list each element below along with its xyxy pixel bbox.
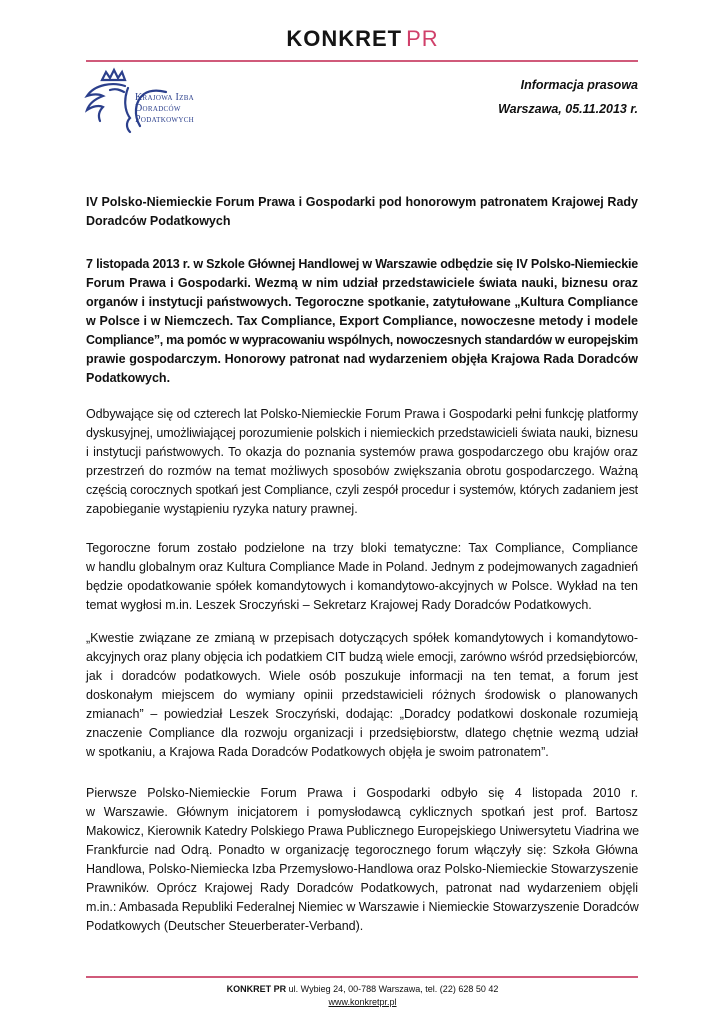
- header-divider: [86, 60, 638, 62]
- paragraph-2: [86, 539, 638, 615]
- website-link[interactable]: www.konkretpr.pl: [328, 997, 397, 1007]
- text-line: m.in.: Ambasada Republiki Federalnej Niemiec w Warszawie i Niemieckie Stowarzyszenie Doradców: [86, 900, 639, 914]
- konkret-pr-logo: [0, 26, 725, 52]
- text-line: temat wygłosi m.in. Leszek Sroczyński – Sekretarz Krajowej Rady Doradców Podatkowych.: [86, 598, 592, 612]
- text-line: jak i doradców podatkowych. Wiele osób poszukuje informacji na ten temat, a forum jest: [86, 669, 638, 683]
- footer-company: KONKRET PR: [226, 984, 287, 994]
- text-line: Compliance”, ma pomóc w wypracowaniu wspólnych, nowoczesnych standardów w europejskim: [86, 333, 638, 347]
- doc-type: Informacja prasowa: [520, 78, 638, 92]
- logo-line: Podatkowych: [135, 114, 195, 125]
- text-line: w spotkaniu, a Krajowa Rada Doradców Podatkowych objęła je swoim patronatem”.: [86, 745, 549, 759]
- text-line: Doradców Podatkowych: [86, 214, 231, 228]
- kidp-logo-text: [135, 92, 194, 125]
- brand-main: KONKRET: [286, 26, 403, 51]
- text-line: doskonałym miejscem do wymiany opinii przedstawicieli różnych środowisk o planowanych: [86, 688, 638, 702]
- text-line: Forum Prawa i Gospodarki. Wezmą w nim udział przedstawiciele świata nauki, biznesu oraz: [86, 276, 638, 290]
- paragraph-3: [86, 629, 638, 762]
- text-line: znaczenie Compliance dla rozwoju organizacji i przedsiębiorstw, dlatego chętnie wezmą udział: [86, 726, 638, 740]
- place-date: Warszawa, 05.11.2013 r.: [498, 102, 638, 116]
- lead-paragraph: [86, 255, 638, 388]
- text-line: Handlowa, Polsko-Niemiecka Izba Przemysłowo-Handlowa oraz Polsko-Niemieckie Stowarzyszenie: [86, 862, 639, 876]
- text-line: 7 listopada 2013 r. w Szkole Głównej Handlowej w Warszawie odbędzie się IV Polsko-Niemieckie: [86, 257, 638, 271]
- text-line: przestrzeń do rozmów na temat możliwych sposobów zwiększania obrotu gospodarczego. Ważną: [86, 464, 638, 478]
- text-line: Odbywające się od czterech lat Polsko-Niemieckie Forum Prawa i Gospodarki pełni funkcję platformy: [86, 407, 638, 421]
- text-line: dyskusyjnej, umożliwiającej porozumienie polskich i niemieckich przedstawicieli świata nauki, biznesu: [86, 426, 638, 440]
- text-line: Podatkowych (Deutscher Steuerberater-Verband).: [86, 919, 364, 933]
- footer-address-text: ul. Wybieg 24, 00-788 Warszawa, tel. (22) 628 50 42: [286, 984, 499, 994]
- text-line: i instytucji państwowych. To okazja do poznania systemów prawa gospodarczego obu krajów oraz: [86, 445, 638, 459]
- footer: [0, 983, 725, 1009]
- paragraph-1: [86, 405, 638, 519]
- text-line: Podatkowych.: [86, 371, 171, 385]
- text-line: Frankfurcie nad Odrą. Ponadto w organizację tegorocznego forum włączyły się: Szkoła Główna: [86, 843, 638, 857]
- text-line: Tegoroczne forum zostało podzielone na trzy bloki tematyczne: Tax Compliance, Compliance: [86, 541, 638, 555]
- text-line: w Polsce i w Niemczech. Tax Compliance, Export Compliance, nowoczesne metody i modele: [86, 314, 638, 328]
- logo-line: Doradców: [135, 103, 181, 114]
- text-line: częścią corocznych spotkań jest Compliance, czyli zespół procedur i systemów, których zadaniem jest: [86, 483, 638, 497]
- paragraph-4: [86, 784, 638, 936]
- text-line: IV Polsko-Niemieckie Forum Prawa i Gospodarki pod honorowym patronatem Krajowej Rady: [86, 195, 638, 209]
- text-line: akcyjnych oraz plany objęcia ich podatkiem CIT budzą wiele emocji, zarówno wśród przedsiębiorców,: [86, 650, 638, 664]
- text-line: w Warszawie. Głównym inicjatorem i pomysłodawcą cyklicznych spotkań jest prof. Bartosz: [86, 805, 638, 819]
- text-line: Prawników. Oprócz Krajowej Rady Doradców Podatkowych, patronat nad wydarzeniem objęli: [86, 881, 638, 895]
- text-line: zapobieganie wystąpieniu ryzyka natury prawnej.: [86, 502, 358, 516]
- text-line: prawie gospodarczym. Honorowy patronat nad wydarzeniem objęła Krajowa Rada Doradców: [86, 352, 638, 366]
- document-title: [86, 193, 638, 231]
- footer-divider: [86, 976, 638, 978]
- text-line: zmianach” – powiedział Leszek Sroczyński, dodając: „Doradcy podatkowi doskonale rozumieją: [86, 707, 638, 721]
- text-line: będzie opodatkowanie spółek komandytowych i komandytowo-akcyjnych w Polsce. Wykład na ten: [86, 579, 638, 593]
- text-line: „Kwestie związane ze zmianą w przepisach dotyczących spółek komandytowych i komandytowo-: [86, 631, 638, 645]
- text-line: organów i instytucji państwowych. Tegoroczne spotkanie, zatytułowane „Kultura Compliance: [86, 295, 638, 309]
- text-line: w handlu globalnym oraz Kultura Compliance Made in Poland. Jednym z podejmowanych zagadnień: [86, 560, 639, 574]
- footer-address: [0, 983, 725, 996]
- text-line: Pierwsze Polsko-Niemieckie Forum Prawa i Gospodarki odbyło się 4 listopada 2010 r.: [86, 786, 638, 800]
- brand-accent: PR: [406, 26, 439, 51]
- logo-line: Krajowa Izba: [135, 92, 195, 103]
- text-line: Makowicz, Kierownik Katedry Polskiego Prawa Publicznego Europejskiego Uniwersytetu Viadrina we: [86, 824, 639, 838]
